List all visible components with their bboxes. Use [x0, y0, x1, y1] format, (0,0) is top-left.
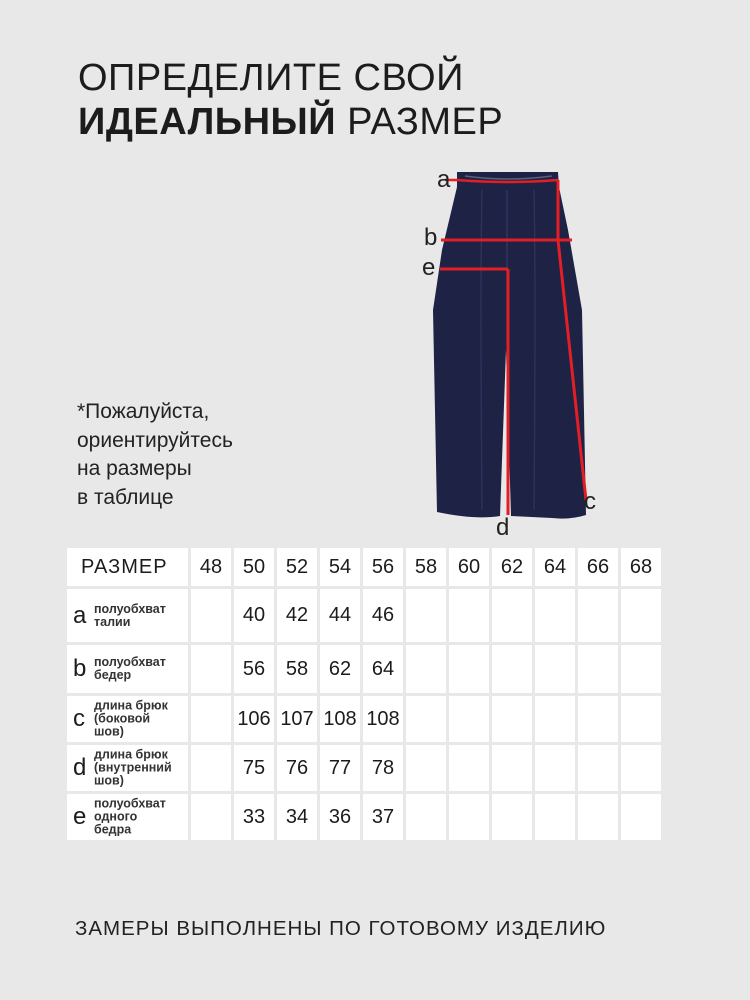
row-label-e	[67, 794, 188, 840]
row-description-line: полуобхват	[94, 655, 166, 669]
row-description-line: длина брюк	[94, 698, 168, 713]
table-cell	[406, 589, 446, 642]
table-cell	[535, 589, 575, 642]
table-cell	[535, 645, 575, 693]
table-cell	[449, 645, 489, 693]
table-cell	[449, 589, 489, 642]
table-cell	[449, 696, 489, 742]
note-line-2: ориентируйтесь	[77, 428, 233, 452]
row-description-line: одного	[94, 809, 138, 824]
table-cell: 34	[277, 794, 317, 840]
table-cell	[578, 794, 618, 840]
table-row	[67, 745, 661, 791]
table-cell: 107	[277, 696, 317, 742]
table-cell	[191, 794, 231, 840]
row-letter: b	[73, 655, 87, 682]
size-note	[77, 398, 233, 512]
row-description	[94, 656, 166, 682]
table-cell: 108	[320, 696, 360, 742]
table-cell: 37	[363, 794, 403, 840]
row-letter: a	[73, 601, 87, 629]
table-cell	[578, 645, 618, 693]
note-line-3: на размеры	[77, 457, 192, 480]
table-cell: 58	[277, 645, 317, 693]
table-cell: 42	[277, 589, 317, 642]
table-cell	[406, 645, 446, 693]
size-header-cell: 62	[492, 548, 532, 586]
table-cell	[535, 794, 575, 840]
table-cell	[449, 745, 489, 791]
table-cell: 33	[234, 794, 274, 840]
table-cell: 76	[277, 745, 317, 791]
page-title	[78, 56, 503, 144]
table-cell	[406, 696, 446, 742]
row-description	[94, 798, 166, 837]
table-cell	[535, 745, 575, 791]
row-description-line: полуобхват	[94, 796, 166, 811]
table-cell	[621, 745, 661, 791]
row-label-a	[67, 589, 188, 642]
row-letter: d	[73, 754, 87, 781]
table-cell	[578, 696, 618, 742]
row-description	[94, 749, 172, 788]
trousers-illustration	[400, 160, 620, 540]
table-cell	[191, 745, 231, 791]
title-rest-word: РАЗМЕР	[347, 101, 504, 143]
table-cell	[191, 589, 231, 642]
row-label-b	[67, 645, 188, 693]
table-cell: 77	[320, 745, 360, 791]
size-table	[64, 545, 664, 843]
table-cell: 106	[234, 696, 274, 742]
row-letter: c	[73, 705, 85, 732]
row-description-line: талии	[94, 614, 131, 629]
table-cell: 62	[320, 645, 360, 693]
title-bold-word: ИДЕАЛЬНЫЙ	[78, 101, 337, 143]
note-line-4: в таблице	[77, 485, 174, 509]
table-cell	[621, 645, 661, 693]
table-cell	[621, 589, 661, 642]
row-letter: e	[73, 803, 87, 830]
table-cell	[492, 794, 532, 840]
table-cell	[492, 589, 532, 642]
diagram-label-b: b	[424, 224, 438, 251]
size-header-cell: 48	[191, 548, 231, 586]
row-description-line: бедер	[94, 668, 132, 682]
table-cell: 46	[363, 589, 403, 642]
size-header-cell: 56	[363, 548, 403, 586]
row-description-line: бедра	[94, 822, 132, 837]
table-row	[67, 645, 661, 693]
row-description-line: шов)	[94, 724, 124, 739]
row-description	[94, 700, 168, 739]
size-header-cell: 68	[621, 548, 661, 586]
table-cell	[535, 696, 575, 742]
row-description	[94, 603, 166, 629]
table-cell	[578, 589, 618, 642]
row-label-c	[67, 696, 188, 742]
table-row	[67, 589, 661, 642]
table-cell	[406, 745, 446, 791]
size-header-row	[67, 548, 661, 586]
table-cell	[621, 794, 661, 840]
table-cell	[621, 696, 661, 742]
size-header-cell: 66	[578, 548, 618, 586]
size-header-cell: 50	[234, 548, 274, 586]
table-cell: 108	[363, 696, 403, 742]
table-cell: 56	[234, 645, 274, 693]
table-cell: 44	[320, 589, 360, 642]
title-line-2	[78, 100, 503, 144]
diagram-label-c: c	[584, 488, 596, 515]
table-cell	[492, 645, 532, 693]
table-cell	[492, 696, 532, 742]
row-description-line: полуобхват	[94, 601, 166, 616]
table-cell: 40	[234, 589, 274, 642]
table-cell	[492, 745, 532, 791]
table-cell	[406, 794, 446, 840]
size-header-cell: 52	[277, 548, 317, 586]
row-description-line: шов)	[94, 773, 124, 788]
table-cell	[191, 696, 231, 742]
table-cell: 78	[363, 745, 403, 791]
diagram-label-a: a	[437, 166, 451, 193]
size-header-label: РАЗМЕР	[67, 548, 188, 586]
size-header-cell: 54	[320, 548, 360, 586]
table-cell	[191, 645, 231, 693]
diagram-label-d: d	[496, 514, 510, 540]
table-row	[67, 696, 661, 742]
table-row	[67, 794, 661, 840]
title-line-1: ОПРЕДЕЛИТЕ СВОЙ	[78, 57, 464, 99]
size-header-cell: 60	[449, 548, 489, 586]
table-cell	[449, 794, 489, 840]
diagram-label-e: e	[422, 254, 436, 281]
row-description-line: длина брюк	[94, 747, 168, 762]
note-line-1: *Пожалуйста,	[77, 400, 210, 423]
row-description-line: (боковой	[94, 711, 151, 726]
trousers-diagram	[400, 160, 620, 540]
table-cell: 75	[234, 745, 274, 791]
table-cell: 36	[320, 794, 360, 840]
row-description-line: (внутренний	[94, 760, 172, 775]
footer-note: ЗАМЕРЫ ВЫПОЛНЕНЫ ПО ГОТОВОМУ ИЗДЕЛИЮ	[75, 917, 607, 940]
size-header-cell: 64	[535, 548, 575, 586]
table-cell	[578, 745, 618, 791]
row-label-d	[67, 745, 188, 791]
size-header-cell: 58	[406, 548, 446, 586]
table-cell: 64	[363, 645, 403, 693]
